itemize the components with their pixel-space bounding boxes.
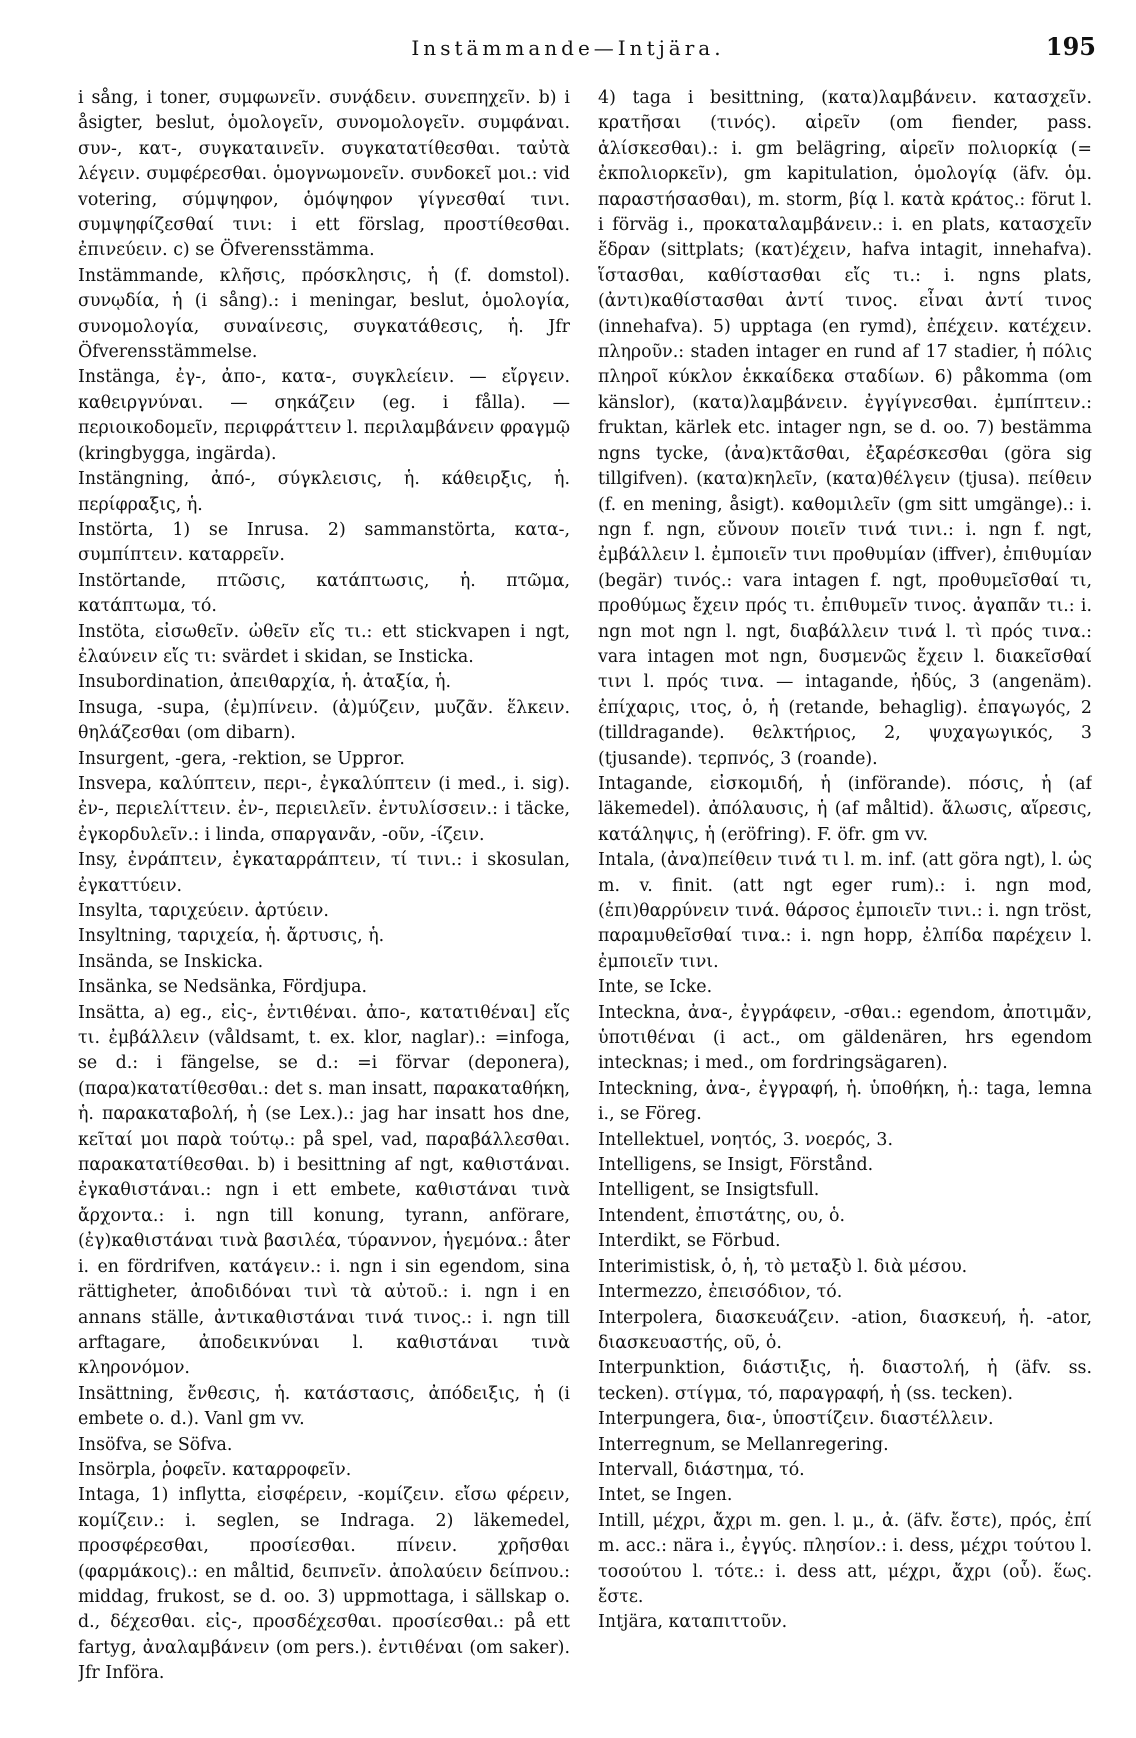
entry-intellektuel: Intellektuel, νοητός, 3. νοερός, 3. xyxy=(598,1129,894,1150)
entry-intjara: Intjära, καταπιττοῦν. xyxy=(598,1612,788,1633)
entry-insurgent: Insurgent, -gera, -rektion, se Uppror. xyxy=(78,748,405,769)
entry-intaga: Intaga, 1) inflytta, εἰσφέρειν, -κομίζειν. εἴσω φέρειν, κομίζειν.: i. seglen, se Indraga. 2) läkemedel, προσφέρεσθαι, προσίεσθαι. πίνειν. χρῆσθαι (φαρμάκοις).: en måltid, δειπνεῖν. ἀπολαύειν δείπνου.: middag, frukost, se d. oo. 3) uppmottaga, i sällskap o. d., δέχεσθαι. εἰς-, προσδέχεσθαι. προσίεσθαι.: på ett fartyg, ἀναλαμβάνειν (om pers.). ἐντιθέναι (om saker). Jfr Införa. xyxy=(78,1485,570,1684)
entry-inteckna: Inteckna, ἀνα-, ἐγγράφειν, -σθαι.: egendom, ἀποτιμᾶν, ὑποτιθέναι (i act., om gäldenären, hrs egendom intecknas; i med., om fordringsägaren). xyxy=(598,1002,1092,1074)
left-column xyxy=(78,86,570,1708)
entry-interdikt: Interdikt, se Förbud. xyxy=(598,1231,781,1252)
entry-continuation: i sång, i toner, συμφωνεῖν. συνᾴδειν. συνεπηχεῖν. b) i åsigter, beslut, ὁμολογεῖν, συνομολογεῖν. συμφάναι. συν-, κατ-, συγκαταινεῖν. συγκατατίθεσθαι. ταὐτὰ λέγειν. συμφέρεσθαι. ὁμογνωμονεῖν. συνδοκεῖ μοι.: vid votering, σύμψηφον, ὁμόψηφον γίγνεσθαί τινι. συμψηφίζεσθαί τινι: i ett förslag, προστίθεσθαι. ἐπινεύειν. c) se Öfverensstämma. xyxy=(78,88,570,261)
entry-insuga: Insuga, -supa, (ἐμ)πίνειν. (ἀ)μύζειν, μυζᾶν. ἕλκειν. θηλάζεσθαι (om dibarn). xyxy=(78,697,570,744)
entry-interpungera: Interpungera, δια-, ὑποστίζειν. διαστέλλειν. xyxy=(598,1409,994,1430)
entry-instammande: Instämmande, κλῆσις, πρόσκλησις, ἡ (f. domstol). συνῳδία, ἡ (i sång).: i meningar, beslut, ὁμολογία, συνομολογία, συναίνεσις, συγκατάθεσις, ἡ. Jfr Öfverensstämmelse. xyxy=(78,265,570,363)
entry-insvepa: Insvepa, καλύπτειν, περι-, ἐγκαλύπτειν (i med., i. sig). ἐν-, περιελίττειν. ἐν-, περιειλεῖν. ἐντυλίσσειν.: i täcke, ἐγκορδυλεῖν.: i linda, σπαργανᾶν, -οῦν, -ίζειν. xyxy=(78,773,570,845)
entry-insubordination: Insubordination, ἀπειθαρχία, ἡ. ἀταξία, ἡ. xyxy=(78,672,451,693)
entry-insanka: Insänka, se Nedsänka, Fördjupa. xyxy=(78,977,368,998)
page-number: 195 xyxy=(1045,32,1096,61)
entry-intelligent: Intelligent, se Insigtsfull. xyxy=(598,1180,820,1201)
entry-insy: Insy, ἐνράπτειν, ἐγκαταρράπτειν, τί τινι.: i skosulan, ἐγκαττύειν. xyxy=(78,850,570,896)
entry-intelligens: Intelligens, se Insigt, Förstånd. xyxy=(598,1155,874,1176)
entry-intill: Intill, μέχρι, ἄχρι m. gen. l. μ., ἀ. (äfv. ἔστε), πρός, ἐπί m. acc.: nära i., ἐγγύς. πλησίον.: i. dess, μέχρι τούτου l. τοσούτου l. τότε.: i. dess att, μέχρι, ἄχρι (οὗ). ἕως. ἔστε. xyxy=(598,1510,1092,1607)
entry-interpunktion: Interpunktion, διάστιξις, ἡ. διαστολή, ἡ (äfv. ss. tecken). στίγμα, τό, παραγραφή, ἡ (ss. tecken). xyxy=(598,1358,1092,1404)
entry-intervall: Intervall, διάστημα, τό. xyxy=(598,1459,805,1480)
entry-intendent: Intendent, ἐπιστάτης, ου, ὁ. xyxy=(598,1205,845,1226)
right-column xyxy=(598,86,1092,1708)
entry-intala: Intala, (ἀνα)πείθειν τινά τι l. m. inf. (att göra ngt), l. ὡς m. v. finit. (att ngt eger rum).: i. ngn mod, (ἐπι)θαρρύνειν τινά. θάρσος ἐμποιεῖν τινι.: i. ngn tröst, παραμυθεῖσθαί τινα.: i. ngn hopp, ἐλπίδα παρέχειν l. ἐμποιεῖν τινι. xyxy=(598,850,1092,972)
entry-insorpla: Insörpla, ῥοφεῖν. καταρροφεῖν. xyxy=(78,1459,352,1480)
entry-intaga-continued: 4) taga i besittning, (κατα)λαμβάνειν. κατασχεῖν. κρατῆσαι (τινός). αἱρεῖν (om fiender, pass. ἁλίσκεσθαι).: i. gm belägring, αἱρεῖν πολιορκίᾳ (= ἐκπολιορκεῖν), gm kapitulation, ὁμολογίᾳ (äfv. ὁμ. παραστήσασθαι), m. storm, βίᾳ l. κατὰ κράτος.: förut l. i förväg i., προκαταλαμβάνειν.: i. en plats, κατασχεῖν ἕδραν (sittplats; (κατ)έχειν, hafva intagit, innehafva). ἵστασθαι, καθίστασθαι εἴς τι.: i. ngns plats, (ἀντι)καθίστασθαι ἀντί τινος. εἶναι ἀντί τινος (innehafva). 5) upptaga (en rymd), ἐπέχειν. κατέχειν. πληροῦν.: staden intager en rund af 17 stadier, ἡ πόλις πληροῖ κύκλον ἑκκαίδεκα σταδίων. 6) påkomma (om känslor), (κατα)λαμβάνειν. ἐγγίγνεσθαι. ἐμπίπτειν.: fruktan, kärlek etc. intager ngn, se d. oo. 7) bestämma ngns tycke, (ἀνα)κτᾶσθαι, ἐξαρέσκεσθαι (göra sig tillgifven). (κατα)κηλεῖν, (κατα)θέλγειν (tjusa). πείθειν (f. en mening, åsigt). καθομιλεῖν (gm sitt umgänge).: i. ngn f. ngn, εὔνουν ποιεῖν τινά τινι.: i. ngn f. ngt, ἐμβάλλειν l. ἐμποιεῖν τινι προθυμίαν (iffver), ἐπιθυμίαν (begär) τινός.: vara intagen f. ngt, προθυμεῖσθαί τι, προθύμως ἔχειν πρός τι. ἐπιθυμεῖν τινος. ἀγαπᾶν τι.: i. ngn mot ngn l. ngt, διαβάλλειν τινά l. τὶ πρός τινα.: vara intagen mot ngn, δυσμενῶς ἔχειν l. διακεῖσθαί τινι l. πρός τινα. — intagande, ἡδύς, 3 (angenäm). ἐπίχαρις, ιτος, ὁ, ἡ (retande, behaglig). ἐπαγωγός, 2 (tilldragande). θελκτήριος, 2, ψυχαγωγικός, 3 (tjusande). τερπνός, 3 (roande). xyxy=(598,88,1092,769)
entry-interregnum: Interregnum, se Mellanregering. xyxy=(598,1434,889,1455)
entry-instangning: Instängning, ἀπό-, σύγκλεισις, ἡ. κάθειρξις, ἡ. περίφραξις, ἡ. xyxy=(78,469,570,515)
entry-insyltning: Insyltning, ταριχεία, ἡ. ἄρτυσις, ἡ. xyxy=(78,926,385,947)
entry-intet: Intet, se Ingen. xyxy=(598,1485,733,1506)
running-title: Instämmande—Intjära. xyxy=(411,36,725,60)
entry-intagande: Intagande, εἰσκομιδή, ἡ (införande). πόσις, ἡ (af läkemedel). ἀπόλαυσις, ἡ (af måltid). ἅλωσις, αἵρεσις, κατάληψις, ἡ (eröfring). F. öfr. gm vv. xyxy=(598,773,1092,845)
entry-insanda: Insända, se Inskicka. xyxy=(78,951,264,972)
entry-insatta: Insätta, a) eg., εἰς-, ἐντιθέναι. ἀπο-, κατατιθέναι] εἴς τι. ἐμβάλλειν (våldsamt, t. ex. klor, naglar).: =infoga, se d.: i fängelse, se d.: =i förvar (deponera), (παρα)κατατίθεσθαι.: det s. man insatt, παρακαταθήκη, ἡ. παρακαταβολή, ἡ (se Lex.).: jag har insatt hos dne, κεῖταί μοι παρὰ τούτῳ.: på spel, vad, παραβάλλεσθαι. παρακατατίθεσθαι. b) i besittning af ngt, καθιστάναι. ἐγκαθιστάναι.: ngn i ett embete, καθιστάναι τινὰ ἄρχοντα.: i. ngn till konung, tyrann, anförare, (ἐγ)καθιστάναι τινὰ βασιλέα, τύραννον, ἡγεμόνα.: åter i. en fördrifven, κατάγειν.: i. ngn i sin egendom, sina rättigheter, ἀποδιδόναι τινὶ τὰ αὐτοῦ.: i. ngn i en annans ställe, ἀντικαθιστάναι τινά τινος.: i. ngn till arftagare, ἀποδεικνύναι l. καθιστάναι τινὰ κληρονόμον. xyxy=(78,1002,570,1379)
entry-interpolera: Interpolera, διασκευάζειν. -ation, διασκευή, ἡ. -ator, διασκευαστής, οῦ, ὁ. xyxy=(598,1307,1092,1353)
entry-insylta: Insylta, ταριχεύειν. ἀρτύειν. xyxy=(78,901,329,921)
running-head xyxy=(24,32,1112,76)
entry-instanga: Instänga, ἐγ-, ἀπο-, κατα-, συγκλείειν. — εἴργειν. καθειργνύναι. — σηκάζειν (eg. i fålla). — περιοικοδομεῖν, περιφράττειν l. περιλαμβάνειν φραγμῷ (kringbygga, ingärda). xyxy=(78,367,570,464)
entry-inteckning: Inteckning, ἀνα-, ἐγγραφή, ἡ. ὑποθήκη, ἡ.: taga, lemna i., se Föreg. xyxy=(598,1078,1092,1125)
entry-instortande: Instörtande, πτῶσις, κατάπτωσις, ἡ. πτῶμα, κατάπτωμα, τό. xyxy=(78,570,570,617)
entry-insattning: Insättning, ἔνθεσις, ἡ. κατάστασις, ἀπόδειξις, ἡ (i embete o. d.). Vanl gm vv. xyxy=(78,1383,570,1430)
entry-instota: Instöta, εἰσωθεῖν. ὠθεῖν εἴς τι.: ett stickvapen i ngt, ἐλαύνειν εἴς τι: svärdet i skidan, se Insticka. xyxy=(78,621,570,667)
entry-intermezzo: Intermezzo, ἐπεισόδιον, τό. xyxy=(598,1282,843,1303)
entry-inte: Inte, se Icke. xyxy=(598,977,713,998)
entry-interimistisk: Interimistisk, ὁ, ἡ, τὸ μεταξὺ l. διὰ μέσου. xyxy=(598,1256,968,1277)
entry-instorta: Instörta, 1) se Inrusa. 2) sammanstörta, κατα-, συμπίπτειν. καταρρεῖν. xyxy=(78,519,570,566)
entry-insofva: Insöfva, se Söfva. xyxy=(78,1434,233,1455)
